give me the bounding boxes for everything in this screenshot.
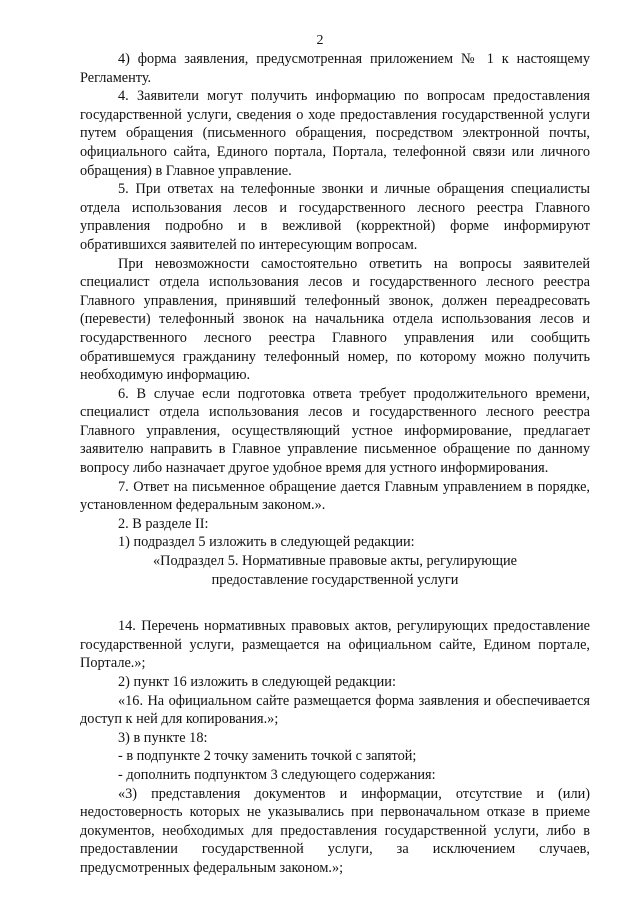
paragraph-item-2: 2) пункт 16 изложить в следующей редакции:: [118, 674, 396, 690]
paragraph-16: «16. На официальном сайте размещается форма заявления и обеспечивается доступ к ней для копирования.»;: [80, 692, 590, 728]
paragraph-5-continued: При невозможности самостоятельно ответить на вопросы заявителей специалист отдела использования лесов и государственного лесного реестра Главного управления, принявший телефонный звонок, должен переадресовать (перевести) телефонный звонок на начальника отдела использования лесов и государственного лесного реестра Главного управления или сообщить обратившемуся гражданину телефонный номер, по которому можно получить необходимую информацию.: [80, 255, 590, 384]
subsection-heading-line-2: предоставление государственной услуги: [211, 571, 459, 588]
paragraph-4: 4. Заявители могут получить информацию по вопросам предоставления государственной услуги, сведения о ходе предоставления государственной услуги путем обращения (письменного обращения, посредством электронной почты, официального сайта, Единого портала, Портала, телефонной связи или личного обращения) в Главное управление.: [80, 88, 590, 179]
blank-line: [80, 589, 590, 617]
paragraph-7: 7. Ответ на письменное обращение дается Главным управлением в порядке, установленном федеральным законом.».: [80, 478, 590, 514]
paragraph-6: 6. В случае если подготовка ответа требует продолжительного времени, специалист отдела использования лесов и государственного лесного реестра Главного управления, осуществляющий устное информирование, предлагает заявителю направить в Главное управление письменное обращение по данному вопросу либо назначает другое удобное время для устного информирования.: [80, 385, 590, 477]
paragraph-item-3: 3) в пункте 18:: [118, 729, 208, 746]
paragraph-subitem-3: - дополнить подпунктом 3 следующего содержания:: [118, 766, 436, 783]
subsection-heading-line-1: «Подраздел 5. Нормативные правовые акты, регулирующие: [153, 553, 517, 570]
paragraph-item-4: 4) форма заявления, предусмотренная приложением № 1 к настоящему Регламенту.: [80, 51, 590, 86]
page-number: 2: [316, 33, 324, 48]
paragraph-14: 14. Перечень нормативных правовых актов, регулирующих предоставление государственной услуги, размещается на официальном сайте, Едином портале, Портале.»;: [80, 618, 590, 672]
paragraph-quoted-3: «3) представления документов и информации, отсутствие и (или) недостоверность которых не указывались при первоначальном отказе в приеме документов, необходимых для предоставления государственной услуги, либо в предоставлении государственной услуги, за исключением случаев, предусмотренных федеральным законом.»;: [80, 785, 590, 876]
paragraph-subitem-2: - в подпункте 2 точку заменить точкой с запятой;: [118, 748, 417, 765]
paragraph-5: 5. При ответах на телефонные звонки и личные обращения специалисты отдела использования лесов и государственного лесного реестра Главного управления подробно и в вежливой (корректной) форме информируют обратившихся заявителей по интересующим вопросам.: [80, 181, 590, 253]
document-body: [80, 50, 590, 878]
paragraph-item-1: 1) подраздел 5 изложить в следующей редакции:: [118, 534, 415, 551]
paragraph-section-2: 2. В разделе II:: [118, 515, 209, 532]
